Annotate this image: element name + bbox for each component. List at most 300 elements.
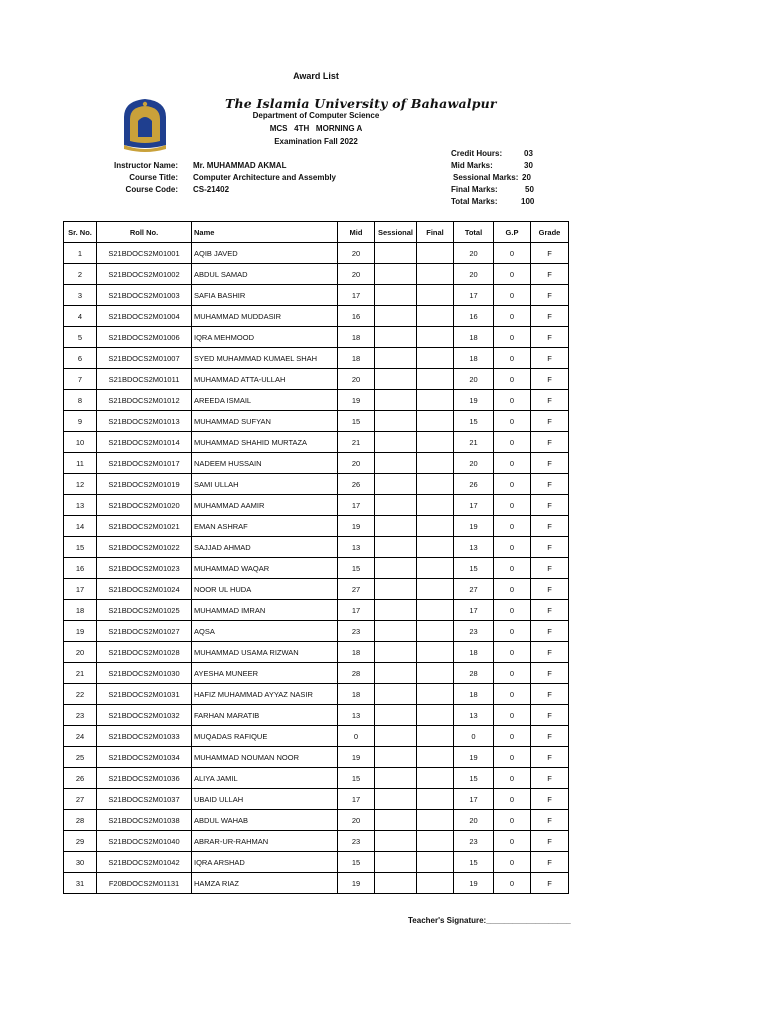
cell-final bbox=[417, 684, 454, 705]
cell-roll-no: S21BDOCS2M01034 bbox=[97, 747, 192, 768]
cell-roll-no: S21BDOCS2M01001 bbox=[97, 243, 192, 264]
course-title-label: Course Title: bbox=[129, 173, 178, 182]
teacher-signature-line: Teacher's Signature:___________________ bbox=[408, 916, 571, 925]
cell-sr-no: 14 bbox=[64, 516, 97, 537]
cell-name: ABDUL SAMAD bbox=[192, 264, 338, 285]
cell-roll-no: S21BDOCS2M01036 bbox=[97, 768, 192, 789]
cell-roll-no: S21BDOCS2M01025 bbox=[97, 600, 192, 621]
cell-final bbox=[417, 705, 454, 726]
cell-total: 20 bbox=[454, 453, 494, 474]
table-row bbox=[64, 369, 569, 390]
cell-grade: F bbox=[531, 243, 569, 264]
cell-roll-no: S21BDOCS2M01011 bbox=[97, 369, 192, 390]
cell-final bbox=[417, 768, 454, 789]
cell-gp: 0 bbox=[494, 474, 531, 495]
mid-marks-label: Mid Marks: bbox=[451, 161, 493, 170]
cell-sr-no: 29 bbox=[64, 831, 97, 852]
cell-name: MUHAMMAD ATTA-ULLAH bbox=[192, 369, 338, 390]
cell-name: MUQADAS RAFIQUE bbox=[192, 726, 338, 747]
cell-sessional bbox=[375, 558, 417, 579]
cell-mid: 21 bbox=[338, 432, 375, 453]
header-roll-no: Roll No. bbox=[97, 222, 192, 243]
table-row bbox=[64, 264, 569, 285]
cell-grade: F bbox=[531, 306, 569, 327]
cell-grade: F bbox=[531, 411, 569, 432]
total-marks-label: Total Marks: bbox=[451, 197, 498, 206]
total-marks-value: 100 bbox=[521, 197, 535, 206]
cell-name: AQIB JAVED bbox=[192, 243, 338, 264]
cell-mid: 15 bbox=[338, 411, 375, 432]
cell-final bbox=[417, 453, 454, 474]
cell-final bbox=[417, 348, 454, 369]
final-marks-value: 50 bbox=[525, 185, 534, 194]
instructor-value: Mr. MUHAMMAD AKMAL bbox=[193, 161, 287, 170]
cell-sessional bbox=[375, 474, 417, 495]
cell-roll-no: S21BDOCS2M01027 bbox=[97, 621, 192, 642]
university-name: The Islamia University of Bahawalpur bbox=[225, 96, 497, 111]
cell-mid: 15 bbox=[338, 558, 375, 579]
cell-gp: 0 bbox=[494, 411, 531, 432]
cell-grade: F bbox=[531, 369, 569, 390]
cell-grade: F bbox=[531, 705, 569, 726]
cell-mid: 19 bbox=[338, 390, 375, 411]
cell-total: 15 bbox=[454, 852, 494, 873]
cell-name: AREEDA ISMAIL bbox=[192, 390, 338, 411]
cell-sessional bbox=[375, 789, 417, 810]
cell-final bbox=[417, 285, 454, 306]
cell-name: MUHAMMAD WAQAR bbox=[192, 558, 338, 579]
cell-name: SAMI ULLAH bbox=[192, 474, 338, 495]
cell-mid: 27 bbox=[338, 579, 375, 600]
cell-gp: 0 bbox=[494, 306, 531, 327]
cell-mid: 19 bbox=[338, 516, 375, 537]
cell-roll-no: S21BDOCS2M01031 bbox=[97, 684, 192, 705]
cell-mid: 18 bbox=[338, 684, 375, 705]
cell-total: 18 bbox=[454, 327, 494, 348]
cell-grade: F bbox=[531, 663, 569, 684]
cell-sessional bbox=[375, 495, 417, 516]
cell-total: 13 bbox=[454, 537, 494, 558]
cell-sr-no: 2 bbox=[64, 264, 97, 285]
cell-grade: F bbox=[531, 747, 569, 768]
cell-gp: 0 bbox=[494, 432, 531, 453]
cell-total: 21 bbox=[454, 432, 494, 453]
cell-mid: 19 bbox=[338, 747, 375, 768]
cell-sr-no: 21 bbox=[64, 663, 97, 684]
cell-total: 17 bbox=[454, 495, 494, 516]
cell-roll-no: S21BDOCS2M01038 bbox=[97, 810, 192, 831]
cell-sessional bbox=[375, 621, 417, 642]
cell-gp: 0 bbox=[494, 705, 531, 726]
cell-total: 17 bbox=[454, 285, 494, 306]
cell-name: UBAID ULLAH bbox=[192, 789, 338, 810]
header-final: Final bbox=[417, 222, 454, 243]
cell-final bbox=[417, 516, 454, 537]
cell-sessional bbox=[375, 684, 417, 705]
cell-final bbox=[417, 873, 454, 894]
cell-roll-no: S21BDOCS2M01019 bbox=[97, 474, 192, 495]
examination-name: Examination Fall 2022 bbox=[274, 137, 358, 146]
cell-grade: F bbox=[531, 432, 569, 453]
cell-name: SAJJAD AHMAD bbox=[192, 537, 338, 558]
cell-grade: F bbox=[531, 495, 569, 516]
cell-gp: 0 bbox=[494, 621, 531, 642]
cell-mid: 20 bbox=[338, 453, 375, 474]
header-mid: Mid bbox=[338, 222, 375, 243]
cell-sessional bbox=[375, 705, 417, 726]
cell-sessional bbox=[375, 390, 417, 411]
table-row bbox=[64, 537, 569, 558]
table-row bbox=[64, 432, 569, 453]
table-row bbox=[64, 558, 569, 579]
cell-final bbox=[417, 579, 454, 600]
course-code-value: CS-21402 bbox=[193, 185, 230, 194]
cell-total: 20 bbox=[454, 369, 494, 390]
cell-final bbox=[417, 621, 454, 642]
table-row bbox=[64, 642, 569, 663]
cell-total: 15 bbox=[454, 768, 494, 789]
table-row bbox=[64, 726, 569, 747]
table-row bbox=[64, 327, 569, 348]
cell-total: 19 bbox=[454, 516, 494, 537]
cell-mid: 28 bbox=[338, 663, 375, 684]
table-row bbox=[64, 243, 569, 264]
table-row bbox=[64, 852, 569, 873]
cell-mid: 17 bbox=[338, 285, 375, 306]
cell-sessional bbox=[375, 432, 417, 453]
cell-name: MUHAMMAD USAMA RIZWAN bbox=[192, 642, 338, 663]
cell-grade: F bbox=[531, 558, 569, 579]
cell-final bbox=[417, 474, 454, 495]
sessional-marks-label: Sessional Marks: bbox=[453, 173, 519, 182]
table-row bbox=[64, 411, 569, 432]
cell-roll-no: S21BDOCS2M01040 bbox=[97, 831, 192, 852]
cell-roll-no: S21BDOCS2M01030 bbox=[97, 663, 192, 684]
cell-sessional bbox=[375, 726, 417, 747]
cell-grade: F bbox=[531, 789, 569, 810]
cell-sr-no: 15 bbox=[64, 537, 97, 558]
cell-gp: 0 bbox=[494, 663, 531, 684]
cell-final bbox=[417, 831, 454, 852]
cell-sessional bbox=[375, 348, 417, 369]
table-row bbox=[64, 663, 569, 684]
award-table bbox=[63, 221, 569, 894]
cell-gp: 0 bbox=[494, 726, 531, 747]
cell-roll-no: S21BDOCS2M01020 bbox=[97, 495, 192, 516]
cell-sessional bbox=[375, 243, 417, 264]
cell-name: MUHAMMAD IMRAN bbox=[192, 600, 338, 621]
header-sessional: Sessional bbox=[375, 222, 417, 243]
cell-gp: 0 bbox=[494, 327, 531, 348]
cell-name: HAMZA RIAZ bbox=[192, 873, 338, 894]
cell-grade: F bbox=[531, 348, 569, 369]
credit-hours-label: Credit Hours: bbox=[451, 149, 503, 158]
cell-sr-no: 31 bbox=[64, 873, 97, 894]
cell-name: MUHAMMAD SUFYAN bbox=[192, 411, 338, 432]
cell-mid: 16 bbox=[338, 306, 375, 327]
cell-total: 26 bbox=[454, 474, 494, 495]
table-row bbox=[64, 390, 569, 411]
table-row bbox=[64, 810, 569, 831]
table-row bbox=[64, 873, 569, 894]
cell-grade: F bbox=[531, 852, 569, 873]
cell-name: MUHAMMAD AAMIR bbox=[192, 495, 338, 516]
cell-grade: F bbox=[531, 537, 569, 558]
cell-sessional bbox=[375, 264, 417, 285]
cell-mid: 17 bbox=[338, 789, 375, 810]
cell-mid: 18 bbox=[338, 642, 375, 663]
cell-sessional bbox=[375, 873, 417, 894]
cell-final bbox=[417, 411, 454, 432]
cell-total: 13 bbox=[454, 705, 494, 726]
credit-hours-value: 03 bbox=[524, 149, 533, 158]
cell-name: SYED MUHAMMAD KUMAEL SHAH bbox=[192, 348, 338, 369]
cell-mid: 13 bbox=[338, 537, 375, 558]
cell-name: MUHAMMAD NOUMAN NOOR bbox=[192, 747, 338, 768]
cell-sr-no: 30 bbox=[64, 852, 97, 873]
cell-total: 19 bbox=[454, 390, 494, 411]
cell-sr-no: 13 bbox=[64, 495, 97, 516]
cell-name: IQRA ARSHAD bbox=[192, 852, 338, 873]
cell-mid: 18 bbox=[338, 327, 375, 348]
cell-sr-no: 24 bbox=[64, 726, 97, 747]
course-code-label: Course Code: bbox=[125, 185, 178, 194]
cell-final bbox=[417, 369, 454, 390]
cell-sessional bbox=[375, 810, 417, 831]
cell-total: 20 bbox=[454, 264, 494, 285]
cell-sr-no: 6 bbox=[64, 348, 97, 369]
cell-total: 15 bbox=[454, 558, 494, 579]
cell-total: 19 bbox=[454, 873, 494, 894]
cell-grade: F bbox=[531, 600, 569, 621]
cell-mid: 17 bbox=[338, 600, 375, 621]
table-row bbox=[64, 495, 569, 516]
cell-total: 15 bbox=[454, 411, 494, 432]
cell-gp: 0 bbox=[494, 768, 531, 789]
cell-sessional bbox=[375, 642, 417, 663]
cell-name: MUHAMMAD SHAHID MURTAZA bbox=[192, 432, 338, 453]
table-row bbox=[64, 705, 569, 726]
cell-sr-no: 1 bbox=[64, 243, 97, 264]
cell-sr-no: 3 bbox=[64, 285, 97, 306]
cell-grade: F bbox=[531, 642, 569, 663]
cell-gp: 0 bbox=[494, 600, 531, 621]
cell-total: 20 bbox=[454, 810, 494, 831]
cell-mid: 20 bbox=[338, 264, 375, 285]
header-sr-no: Sr. No. bbox=[64, 222, 97, 243]
cell-mid: 15 bbox=[338, 852, 375, 873]
cell-name: ABDUL WAHAB bbox=[192, 810, 338, 831]
cell-total: 0 bbox=[454, 726, 494, 747]
cell-gp: 0 bbox=[494, 579, 531, 600]
cell-sr-no: 28 bbox=[64, 810, 97, 831]
table-header-row bbox=[64, 222, 569, 243]
cell-gp: 0 bbox=[494, 495, 531, 516]
cell-grade: F bbox=[531, 831, 569, 852]
cell-final bbox=[417, 495, 454, 516]
cell-gp: 0 bbox=[494, 789, 531, 810]
cell-name: AQSA bbox=[192, 621, 338, 642]
cell-total: 17 bbox=[454, 600, 494, 621]
cell-roll-no: S21BDOCS2M01004 bbox=[97, 306, 192, 327]
cell-grade: F bbox=[531, 684, 569, 705]
cell-final bbox=[417, 558, 454, 579]
cell-final bbox=[417, 747, 454, 768]
cell-final bbox=[417, 852, 454, 873]
cell-sr-no: 9 bbox=[64, 411, 97, 432]
cell-name: ABRAR-UR-RAHMAN bbox=[192, 831, 338, 852]
cell-gp: 0 bbox=[494, 537, 531, 558]
table-row bbox=[64, 453, 569, 474]
cell-gp: 0 bbox=[494, 642, 531, 663]
cell-roll-no: S21BDOCS2M01032 bbox=[97, 705, 192, 726]
table-row bbox=[64, 516, 569, 537]
cell-grade: F bbox=[531, 474, 569, 495]
cell-sr-no: 8 bbox=[64, 390, 97, 411]
cell-roll-no: S21BDOCS2M01014 bbox=[97, 432, 192, 453]
cell-final bbox=[417, 327, 454, 348]
header-total: Total bbox=[454, 222, 494, 243]
cell-name: NOOR UL HUDA bbox=[192, 579, 338, 600]
cell-final bbox=[417, 432, 454, 453]
cell-name: IQRA MEHMOOD bbox=[192, 327, 338, 348]
cell-sessional bbox=[375, 600, 417, 621]
cell-mid: 26 bbox=[338, 474, 375, 495]
cell-final bbox=[417, 243, 454, 264]
header-name: Name bbox=[192, 222, 338, 243]
cell-sr-no: 25 bbox=[64, 747, 97, 768]
cell-sessional bbox=[375, 369, 417, 390]
cell-sr-no: 10 bbox=[64, 432, 97, 453]
cell-total: 27 bbox=[454, 579, 494, 600]
program-name: MCS 4TH MORNING A bbox=[269, 124, 363, 133]
cell-total: 19 bbox=[454, 747, 494, 768]
table-row bbox=[64, 768, 569, 789]
cell-roll-no: S21BDOCS2M01007 bbox=[97, 348, 192, 369]
cell-name: NADEEM HUSSAIN bbox=[192, 453, 338, 474]
cell-sr-no: 20 bbox=[64, 642, 97, 663]
cell-gp: 0 bbox=[494, 558, 531, 579]
cell-final bbox=[417, 600, 454, 621]
cell-roll-no: S21BDOCS2M01013 bbox=[97, 411, 192, 432]
cell-sessional bbox=[375, 411, 417, 432]
cell-sessional bbox=[375, 537, 417, 558]
cell-roll-no: S21BDOCS2M01017 bbox=[97, 453, 192, 474]
cell-sessional bbox=[375, 327, 417, 348]
cell-roll-no: S21BDOCS2M01024 bbox=[97, 579, 192, 600]
cell-grade: F bbox=[531, 390, 569, 411]
cell-gp: 0 bbox=[494, 369, 531, 390]
cell-gp: 0 bbox=[494, 453, 531, 474]
cell-final bbox=[417, 789, 454, 810]
cell-total: 18 bbox=[454, 684, 494, 705]
cell-sessional bbox=[375, 663, 417, 684]
cell-final bbox=[417, 642, 454, 663]
cell-gp: 0 bbox=[494, 285, 531, 306]
table-row bbox=[64, 621, 569, 642]
cell-name: HAFIZ MUHAMMAD AYYAZ NASIR bbox=[192, 684, 338, 705]
cell-final bbox=[417, 390, 454, 411]
cell-sr-no: 27 bbox=[64, 789, 97, 810]
cell-sessional bbox=[375, 831, 417, 852]
cell-name: SAFIA BASHIR bbox=[192, 285, 338, 306]
cell-sr-no: 5 bbox=[64, 327, 97, 348]
cell-mid: 18 bbox=[338, 348, 375, 369]
course-title-value: Computer Architecture and Assembly bbox=[193, 173, 336, 182]
table-row bbox=[64, 474, 569, 495]
cell-mid: 15 bbox=[338, 768, 375, 789]
cell-grade: F bbox=[531, 768, 569, 789]
cell-final bbox=[417, 810, 454, 831]
cell-total: 17 bbox=[454, 789, 494, 810]
header-grade: Grade bbox=[531, 222, 569, 243]
cell-total: 28 bbox=[454, 663, 494, 684]
cell-name: ALIYA JAMIL bbox=[192, 768, 338, 789]
cell-name: FARHAN MARATIB bbox=[192, 705, 338, 726]
cell-total: 18 bbox=[454, 642, 494, 663]
table-row bbox=[64, 600, 569, 621]
cell-mid: 23 bbox=[338, 831, 375, 852]
cell-sessional bbox=[375, 516, 417, 537]
mid-marks-value: 30 bbox=[524, 161, 533, 170]
cell-gp: 0 bbox=[494, 852, 531, 873]
final-marks-label: Final Marks: bbox=[451, 185, 498, 194]
cell-roll-no: S21BDOCS2M01037 bbox=[97, 789, 192, 810]
cell-roll-no: S21BDOCS2M01012 bbox=[97, 390, 192, 411]
cell-sr-no: 11 bbox=[64, 453, 97, 474]
instructor-label: Instructor Name: bbox=[113, 161, 178, 170]
cell-grade: F bbox=[531, 453, 569, 474]
cell-mid: 20 bbox=[338, 810, 375, 831]
cell-sr-no: 12 bbox=[64, 474, 97, 495]
cell-sr-no: 26 bbox=[64, 768, 97, 789]
cell-sessional bbox=[375, 306, 417, 327]
cell-mid: 0 bbox=[338, 726, 375, 747]
cell-total: 20 bbox=[454, 243, 494, 264]
cell-sr-no: 17 bbox=[64, 579, 97, 600]
cell-total: 16 bbox=[454, 306, 494, 327]
cell-gp: 0 bbox=[494, 348, 531, 369]
table-row bbox=[64, 348, 569, 369]
cell-gp: 0 bbox=[494, 516, 531, 537]
table-row bbox=[64, 306, 569, 327]
cell-roll-no: S21BDOCS2M01022 bbox=[97, 537, 192, 558]
cell-roll-no: S21BDOCS2M01003 bbox=[97, 285, 192, 306]
cell-name: MUHAMMAD MUDDASIR bbox=[192, 306, 338, 327]
cell-gp: 0 bbox=[494, 243, 531, 264]
table-row bbox=[64, 684, 569, 705]
cell-mid: 20 bbox=[338, 243, 375, 264]
cell-sr-no: 19 bbox=[64, 621, 97, 642]
cell-sessional bbox=[375, 852, 417, 873]
cell-gp: 0 bbox=[494, 390, 531, 411]
header-gp: G.P bbox=[494, 222, 531, 243]
cell-name: EMAN ASHRAF bbox=[192, 516, 338, 537]
cell-grade: F bbox=[531, 873, 569, 894]
department-name: Department of Computer Science bbox=[252, 111, 380, 120]
cell-sr-no: 16 bbox=[64, 558, 97, 579]
cell-final bbox=[417, 537, 454, 558]
cell-sr-no: 22 bbox=[64, 684, 97, 705]
table-row bbox=[64, 747, 569, 768]
table-row bbox=[64, 831, 569, 852]
cell-sessional bbox=[375, 285, 417, 306]
cell-sessional bbox=[375, 747, 417, 768]
cell-final bbox=[417, 663, 454, 684]
award-table-body bbox=[64, 243, 569, 894]
cell-grade: F bbox=[531, 327, 569, 348]
cell-roll-no: F20BDOCS2M01131 bbox=[97, 873, 192, 894]
